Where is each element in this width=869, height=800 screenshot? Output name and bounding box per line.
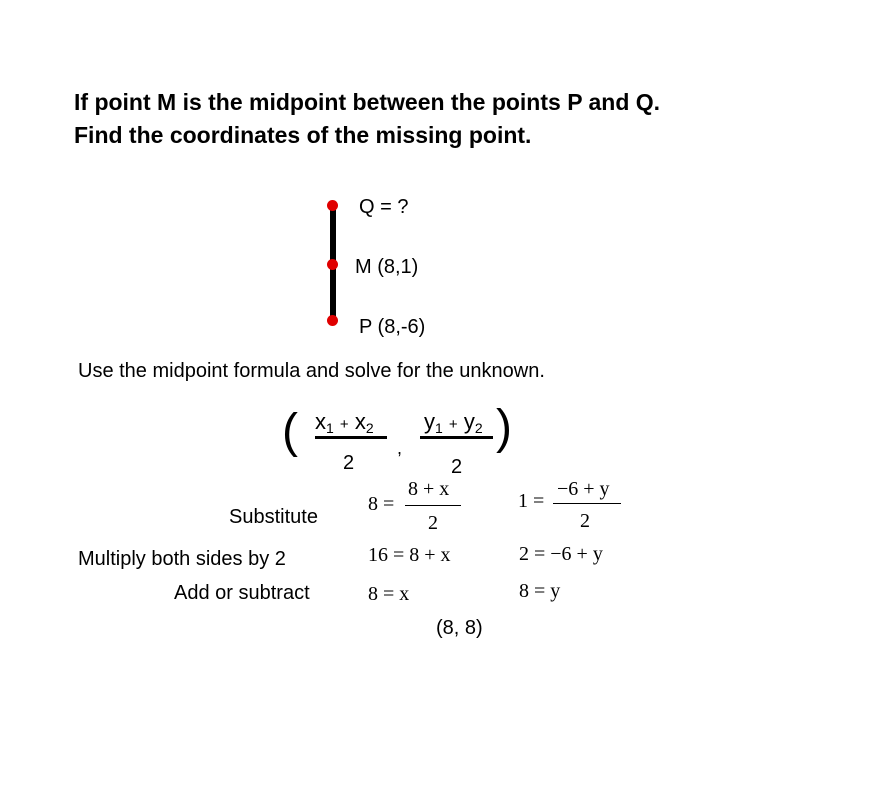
y2-subscript: 2	[474, 420, 483, 436]
y-substitute-lhs: 1 =	[518, 490, 545, 512]
formula-close-paren: )	[496, 401, 512, 454]
x1-subscript: 1	[326, 420, 334, 436]
point-p-label: P (8,-6)	[359, 316, 426, 338]
x-substitute-lhs: 8 =	[368, 493, 395, 515]
point-q-dot	[327, 200, 338, 211]
y-substitute-denominator: 2	[580, 510, 590, 532]
instruction-text: Use the midpoint formula and solve for the unknown.	[78, 360, 545, 382]
problem-title-line2: Find the coordinates of the missing point.	[74, 122, 532, 148]
y-multiply-equation: 2 = −6 + y	[519, 543, 603, 565]
formula-y-numerator	[424, 409, 483, 435]
formula-x-denominator: 2	[343, 452, 355, 474]
point-q-label: Q = ?	[359, 196, 409, 218]
y-result-equation: 8 = y	[519, 580, 561, 602]
x-substitute-denominator: 2	[428, 512, 438, 534]
y-substitute-fraction-bar	[553, 503, 621, 504]
x2-subscript: 2	[365, 420, 374, 436]
formula-comma: ,	[397, 438, 403, 458]
point-m-dot	[327, 259, 338, 270]
x-result-equation: 8 = x	[368, 583, 410, 605]
step-add-subtract-label: Add or subtract	[174, 582, 310, 604]
answer-coordinates: (8, 8)	[436, 617, 483, 639]
x-substitute-fraction-bar	[405, 505, 461, 506]
y1-subscript: 1	[435, 420, 443, 436]
formula-open-paren: (	[282, 405, 298, 458]
point-m-label: M (8,1)	[355, 256, 419, 278]
y1-var: y	[424, 409, 435, 434]
y2-var: y	[463, 409, 475, 434]
x-multiply-equation: 16 = 8 + x	[368, 544, 451, 566]
step-multiply-label: Multiply both sides by 2	[78, 548, 286, 570]
x-substitute-numerator: 8 + x	[408, 478, 450, 500]
x2-var: x	[354, 409, 366, 434]
step-substitute-label: Substitute	[229, 506, 318, 528]
problem-title-line1: If point M is the midpoint between the points P and Q.	[74, 89, 661, 115]
x-plus: +	[339, 416, 349, 433]
formula-x-numerator	[315, 409, 374, 435]
x1-var: x	[315, 409, 326, 434]
formula-y-denominator: 2	[451, 456, 463, 478]
formula-y-fraction-bar	[420, 436, 493, 439]
y-plus: +	[448, 416, 458, 433]
formula-x-fraction-bar	[315, 436, 387, 439]
point-p-dot	[327, 315, 338, 326]
y-substitute-numerator: −6 + y	[557, 478, 610, 500]
